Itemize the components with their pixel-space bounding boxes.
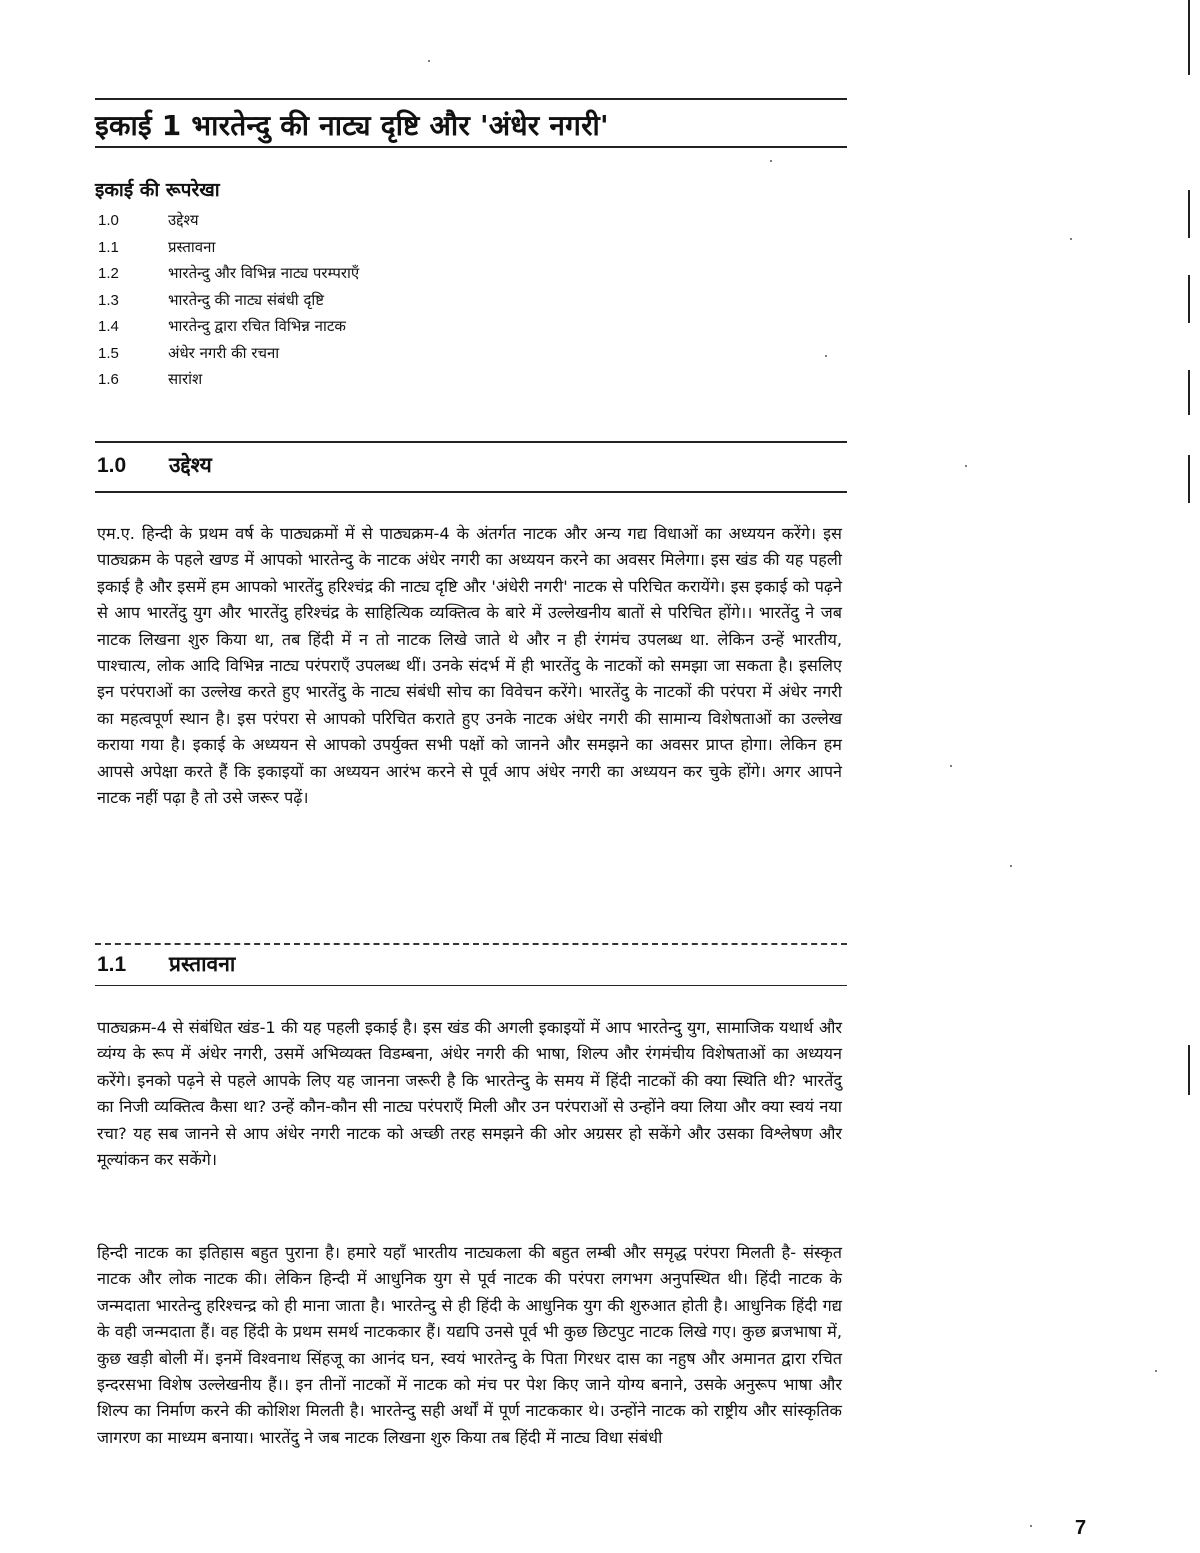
unit-title: इकाई 1 भारतेन्दु की नाट्य दृष्टि और 'अंधेर नगरी'	[95, 109, 609, 142]
scan-edge-mark	[1188, 455, 1190, 503]
section-title: प्रस्तावना	[169, 952, 236, 976]
scan-edge-mark	[1188, 275, 1190, 323]
page-number: 7	[1075, 1517, 1087, 1539]
outline-item-title: उद्देश्य	[168, 211, 199, 229]
scan-edge-mark	[1188, 1045, 1190, 1095]
scan-dot	[825, 355, 827, 357]
outline-item-title: भारतेन्दु और विभिन्न नाट्य परम्पराएँ	[168, 264, 360, 282]
scan-dot	[1070, 238, 1072, 240]
section-bottom-rule	[95, 985, 847, 986]
objective-paragraph: एम.ए. हिन्दी के प्रथम वर्ष के पाठ्यक्रमों में से पाठ्यक्रम-4 के अंतर्गत नाटक और अन्य गद्य विधाओं का अध्ययन करेंगे। इस पाठ्यक्रम के पहले खण्ड में आपको भारतेन्दु के नाटक अंधेर नगरी का अध्ययन करने का अवसर मिलेगा। इस खंड की यह पहली इकाई है और इसमें हम आपको भारतेंदु हरिश्चंद्र की नाट्य दृष्टि और 'अंधेरी नगरी' नाटक से परिचित करायेंगे। इस इकाई को पढ़ने से आप भारतेंदु युग और भारतेंदु हरिश्चंद्र के साहित्यिक व्यक्तित्व के बारे में उल्लेखनीय बातों से परिचित होंगे।। भारतेंदु ने जब नाटक लिखना शुरु किया था, तब हिंदी में न तो नाटक लिखे जाते थे और न ही रंगमंच उपलब्ध था. लेकिन उन्हें भारतीय, पाश्चात्य, लोक आदि विभिन्न नाट्य परंपराएँ उपलब्ध थीं। उनके संदर्भ में ही भारतेंदु के नाटकों को समझा जा सकता है। इसलिए इन परंपराओं का उल्लेख करते हुए भारतेंदु के नाट्य संबंधी सोच का विवेचन करेंगे। भारतेंदु के नाटकों की परंपरा में अंधेर नगरी का महत्वपूर्ण स्थान है। इस परंपरा से आपको परिचित कराते हुए उनके नाटक अंधेर नगरी की सामान्य विशेषताओं का उल्लेख कराया गया है। इकाई के अध्ययन से आपको उपर्युक्त सभी पक्षों को जानने और समझने का अवसर प्राप्त होगा। लेकिन हम आपसे अपेक्षा करते हैं कि इकाइयों का अध्ययन आरंभ करने से पूर्व आप अंधेर नगरी का अध्ययन कर चुके होंगे। अगर आपने नाटक नहीं पढ़ा है तो उसे जरूर पढ़ें।	[97, 524, 842, 808]
introduction-paragraph-1: पाठ्यक्रम-4 से संबंधित खंड-1 की यह पहली इकाई है। इस खंड की अगली इकाइयों में आप भारतेन्दु युग, सामाजिक यथार्थ और व्यंग्य के रूप में अंधेर नगरी, उसमें अभिव्यक्त विडम्बना, अंधेर नगरी की भाषा, शिल्प और रंगमंचीय विशेषताओं का अध्ययन करेंगे। इनको पढ़ने से पहले आपके लिए यह जानना जरूरी है कि भारतेन्दु के समय में हिंदी नाटकों की क्या स्थिति थी? भारतेंदु का निजी व्यक्तित्व कैसा था? उन्हें कौन-कौन सी नाट्य परंपराएँ मिली और उन परंपराओं से उन्होंने क्या लिया और क्या स्वयं नया रचा? यह सब जानने से आप अंधेर नगरी नाटक को अच्छी तरह समझने की ओर अग्रसर हो सकेंगे और उसका विश्लेषण और मूल्यांकन कर सकेंगे।	[97, 1018, 842, 1170]
scan-dot	[950, 765, 952, 767]
outline-item	[98, 287, 359, 314]
scan-dot	[428, 60, 430, 62]
outline-item	[98, 207, 359, 234]
outline-heading: इकाई की रूपरेखा	[95, 179, 220, 201]
outline-item-number: 1.6	[98, 371, 119, 388]
outline-item-number: 1.5	[98, 344, 119, 362]
outline-item	[98, 234, 359, 261]
section-number: 1.1	[97, 953, 127, 976]
introduction-paragraph-2: हिन्दी नाटक का इतिहास बहुत पुराना है। हमारे यहाँ भारतीय नाट्यकला की बहुत लम्बी और समृद्ध परंपरा मिलती है- संस्कृत नाटक और लोक नाटक की। लेकिन हिन्दी में आधुनिक युग से पूर्व नाटक की परंपरा लगभग अनुपस्थित थी। हिंदी नाटक के जन्मदाता भारतेन्दु हरिश्चन्द्र को ही माना जाता है। भारतेन्दु से ही हिंदी के आधुनिक युग की शुरुआत होती है। आधुनिक हिंदी गद्य के वही जन्मदाता हैं। वह हिंदी के प्रथम समर्थ नाटककार हैं। यद्यपि उनसे पूर्व भी कुछ छिटपुट नाटक लिखे गए। कुछ ब्रजभाषा में, कुछ खड़ी बोली में। इनमें विश्वनाथ सिंहजू का आनंद घन, स्वयं भारतेन्दु के पिता गिरधर दास का नहुष और अमानत द्वारा रचित इन्दरसभा विशेष उल्लेखनीय हैं।। इन तीनों नाटकों में नाटक को मंच पर पेश किए जाने योग्य बनाने, उसके अनुरूप भाषा और शिल्प का निर्माण करने की कोशिश मिलती है। भारतेन्दु सही अर्थों में पूर्ण नाटककार थे। उन्होंने नाटक को राष्ट्रीय और सांस्कृतिक जागरण का माध्यम बनाया। भारतेंदु ने जब नाटक लिखना शुरु किया तब हिंदी में नाट्य विधा संबंधी	[97, 1243, 842, 1447]
scan-edge-mark	[1188, 190, 1190, 238]
outline-item	[98, 260, 359, 287]
outline-item-title: भारतेन्दु की नाट्य संबंधी दृष्टि	[168, 290, 325, 309]
outline-item-title: भारतेन्दु द्वारा रचित विभिन्न नाटक	[168, 317, 346, 335]
title-top-rule	[95, 98, 847, 100]
scan-edge-mark	[1188, 370, 1190, 415]
outline-item-number: 1.4	[98, 318, 119, 335]
scan-dot	[1010, 865, 1012, 867]
outline-item-number: 1.1	[98, 238, 119, 256]
scan-edge-mark	[1188, 0, 1190, 75]
section-top-rule	[95, 441, 847, 443]
section-bottom-rule	[95, 491, 847, 493]
outline-item	[98, 366, 359, 393]
outline-item-number: 1.2	[98, 265, 119, 282]
section-heading-introduction	[97, 950, 235, 978]
outline-item-number: 1.0	[98, 212, 119, 229]
section-top-rule	[95, 943, 847, 945]
outline-item-number: 1.3	[98, 291, 119, 309]
section-heading-objective	[97, 451, 212, 479]
outline-item	[98, 313, 359, 340]
outline-item-title: अंधेर नगरी की रचना	[168, 343, 280, 362]
scan-dot	[770, 160, 772, 162]
scan-dot	[1030, 1525, 1032, 1527]
outline-list	[98, 207, 359, 393]
outline-item	[98, 340, 359, 367]
scan-dot	[965, 465, 967, 467]
section-number: 1.0	[97, 454, 127, 477]
section-title: उद्देश्य	[169, 453, 212, 477]
outline-item-title: प्रस्तावना	[168, 237, 216, 256]
outline-item-title: सारांश	[168, 370, 203, 388]
scan-dot	[1155, 1370, 1157, 1372]
title-bottom-rule	[95, 146, 847, 148]
